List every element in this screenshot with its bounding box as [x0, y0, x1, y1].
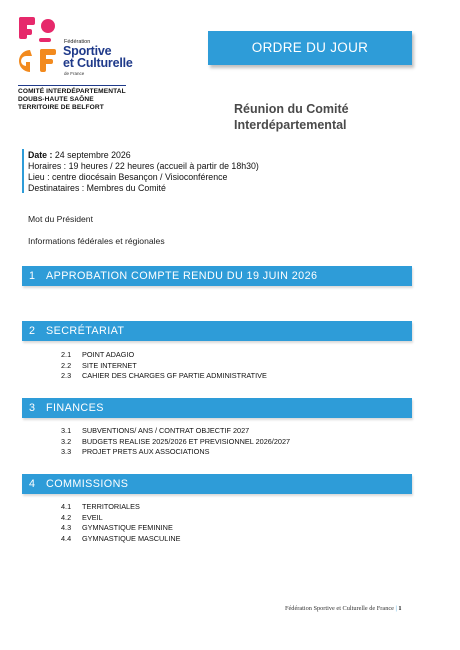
- date-value: 24 septembre 2026: [52, 150, 131, 160]
- item-label: GYMNASTIQUE MASCULINE: [82, 533, 181, 543]
- meeting-info: [28, 150, 259, 194]
- meeting-title: [234, 101, 349, 133]
- lieu-value: centre diocésain Besançon / Visioconférence: [49, 172, 228, 182]
- section-number: 1: [29, 270, 36, 282]
- list-item: [61, 426, 290, 437]
- meeting-title-line: Réunion du Comité: [234, 102, 349, 116]
- agenda-mot-president: Mot du Président: [28, 214, 93, 224]
- item-number: 3.3: [61, 447, 72, 456]
- item-label: POINT ADAGIO: [82, 350, 135, 359]
- item-number: 4.3: [61, 523, 72, 532]
- item-number: 2.2: [61, 360, 72, 370]
- document-title-box: ORDRE DU JOUR: [208, 31, 412, 65]
- list-item: [61, 513, 181, 524]
- section-header: [22, 321, 412, 341]
- section-header: [22, 398, 412, 418]
- item-number: 4.4: [61, 533, 72, 543]
- horaires-label: Horaires :: [28, 161, 67, 171]
- meeting-title-line: Interdépartemental: [234, 118, 347, 132]
- item-number: 4.1: [61, 502, 72, 511]
- org-name: [63, 45, 133, 69]
- item-label: PROJET PRETS AUX ASSOCIATIONS: [82, 447, 210, 456]
- section-number: 4: [29, 478, 36, 490]
- section-title: COMMISSIONS: [46, 478, 129, 490]
- info-accent-bar: [22, 149, 24, 193]
- footer-separator: |: [395, 605, 397, 612]
- list-item: [61, 534, 181, 545]
- info-lieu: [28, 172, 259, 183]
- info-horaires: [28, 161, 259, 172]
- list-item: [61, 447, 290, 458]
- lieu-label: Lieu :: [28, 172, 50, 182]
- org-name-line1: Sportive: [63, 44, 112, 58]
- section-items: [61, 350, 267, 382]
- item-label: EVEIL: [82, 512, 103, 522]
- section-items: [61, 426, 290, 458]
- dest-value: Membres du Comité: [84, 183, 166, 193]
- section-number: 3: [29, 402, 36, 414]
- committee-line: TERRITOIRE DE BELFORT: [18, 104, 104, 111]
- footer-text: Fédération Sportive et Culturelle de France: [285, 605, 394, 612]
- section-header: [22, 474, 412, 494]
- section-header: [22, 266, 412, 286]
- committee-name: [18, 88, 126, 112]
- date-label: Date :: [28, 150, 53, 160]
- page-number: 1: [398, 605, 402, 612]
- horaires-value: 19 heures / 22 heures (accueil à partir de 18h30): [66, 161, 259, 171]
- item-number: 2.3: [61, 371, 72, 380]
- item-label: GYMNASTIQUE FEMININE: [82, 523, 173, 532]
- section-title: APPROBATION COMPTE RENDU DU 19 JUIN 2026: [46, 270, 318, 282]
- section-title: SECRÉTARIAT: [46, 325, 125, 337]
- item-number: 4.2: [61, 512, 72, 522]
- org-label-small: Fédération: [64, 39, 91, 45]
- section-title: FINANCES: [46, 402, 104, 414]
- section-number: 2: [29, 325, 36, 337]
- org-label-tiny: de France: [64, 71, 85, 76]
- list-item: [61, 437, 290, 448]
- page-footer: [285, 605, 402, 612]
- agenda-infos-federales: Informations fédérales et régionales: [28, 236, 165, 246]
- item-number: 2.1: [61, 350, 72, 359]
- committee-line: DOUBS-HAUTE SAÔNE: [18, 96, 94, 103]
- dest-label: Destinataires :: [28, 183, 85, 193]
- list-item: [61, 350, 267, 361]
- info-date: [28, 150, 259, 161]
- item-label: CAHIER DES CHARGES GF PARTIE ADMINISTRATIVE: [82, 371, 267, 380]
- item-label: SITE INTERNET: [82, 360, 137, 370]
- item-number: 3.2: [61, 436, 72, 446]
- item-label: BUDGETS REALISE 2025/2026 ET PREVISIONNEL 2026/2027: [82, 436, 291, 446]
- item-label: SUBVENTIONS/ ANS / CONTRAT OBJECTIF 2027: [82, 426, 250, 435]
- list-item: [61, 523, 181, 534]
- list-item: [61, 371, 267, 382]
- committee-line: COMITÉ INTERDÉPARTEMENTAL: [18, 88, 126, 95]
- item-label: TERRITORIALES: [82, 502, 140, 511]
- org-name-line2: et Culturelle: [63, 56, 133, 70]
- info-destinataires: [28, 183, 259, 194]
- list-item: [61, 502, 181, 513]
- logo-divider: [18, 85, 126, 86]
- section-items: [61, 502, 181, 544]
- fscf-logo-icon: [18, 16, 58, 74]
- item-number: 3.1: [61, 426, 72, 435]
- list-item: [61, 361, 267, 372]
